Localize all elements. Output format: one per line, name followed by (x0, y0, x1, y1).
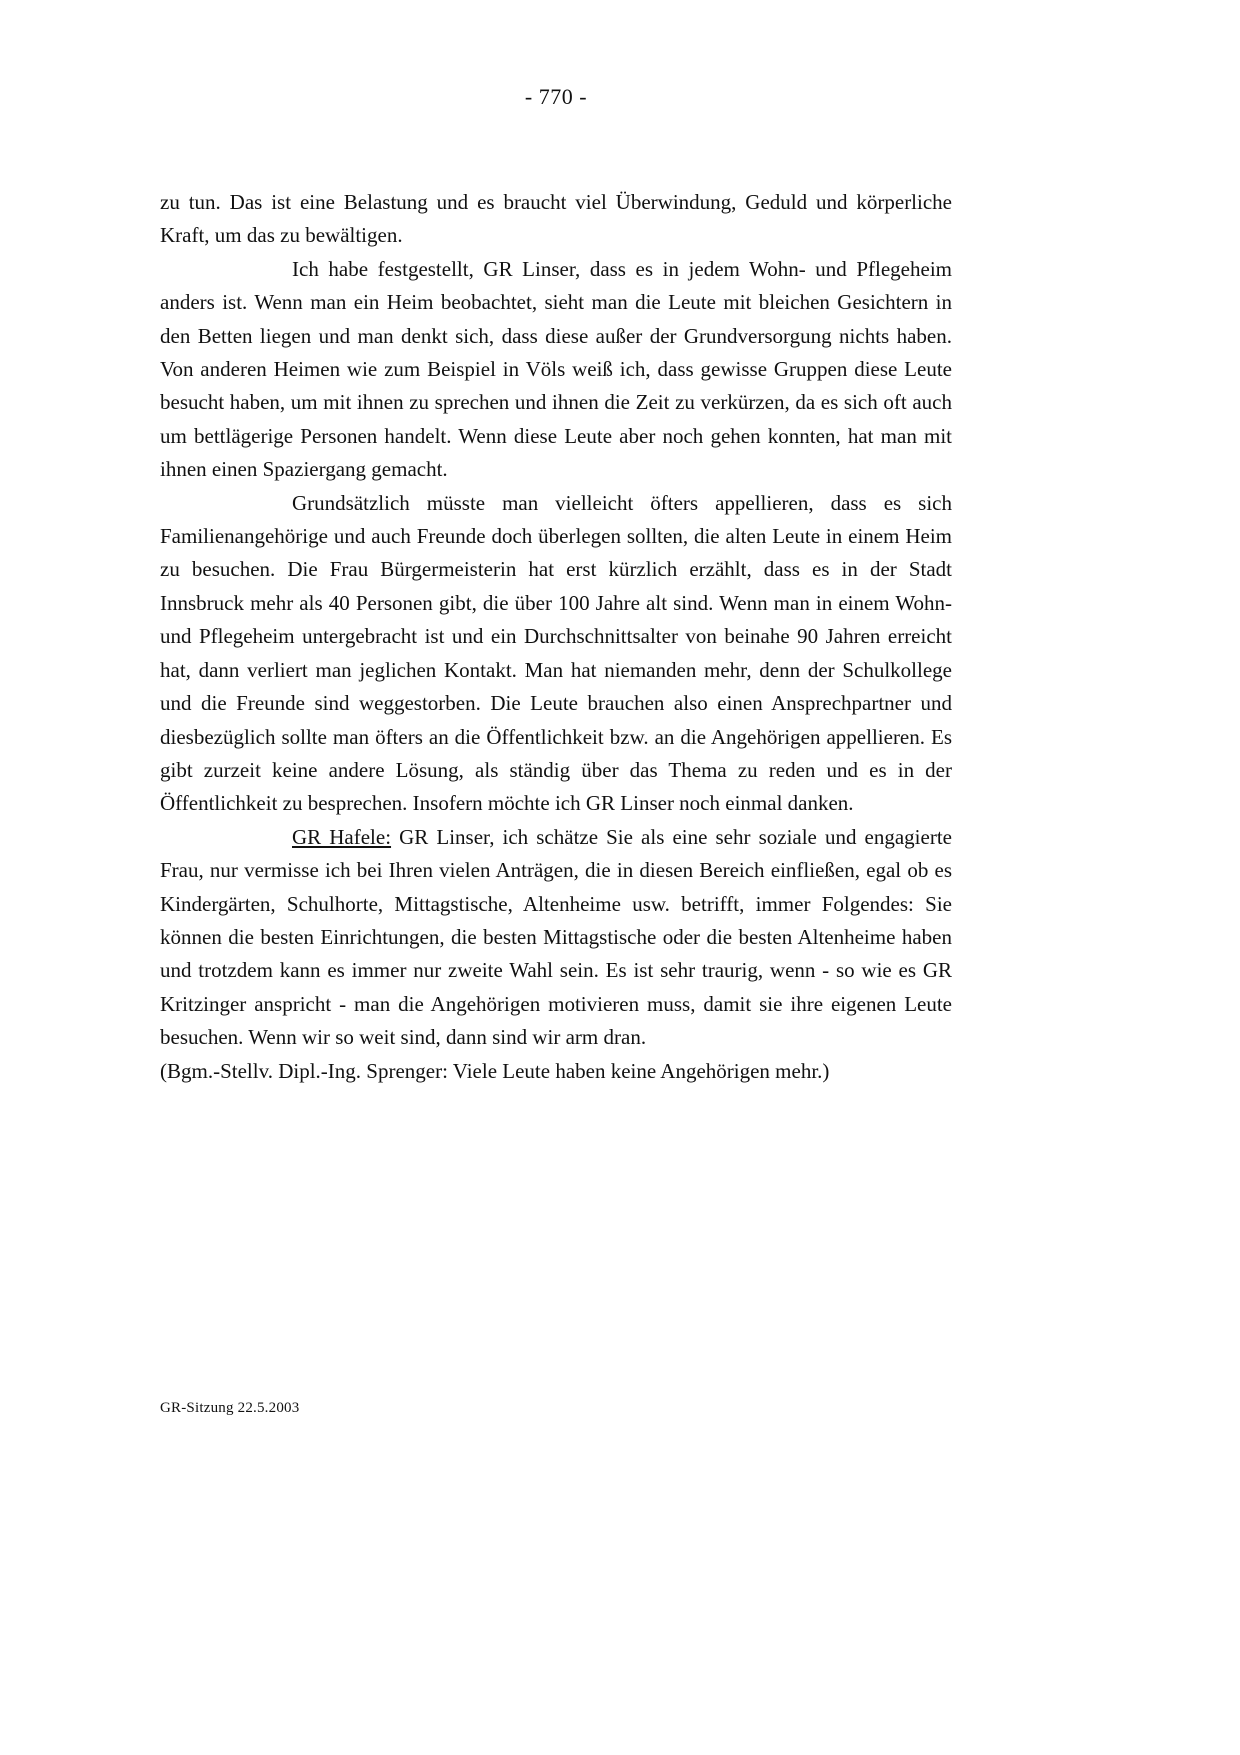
paragraph: Ich habe festgestellt, GR Linser, dass es in jedem Wohn- und Pflegeheim anders ist. Wenn man ein Heim beobachtet, sieht man die Leute mit bleichen Gesichtern in den Betten liegen und man denkt sich, dass diese außer der Grundversorgung nichts haben. Von anderen Heimen wie zum Beispiel in Völs weiß ich, dass gewisse Gruppen diese Leute besucht haben, um mit ihnen zu sprechen und ihnen die Zeit zu verkürzen, da es sich oft auch um bettlägerige Personen handelt. Wenn diese Leute aber noch gehen konnten, hat man mit ihnen einen Spaziergang gemacht. (160, 256, 952, 482)
paragraph: (Bgm.-Stellv. Dipl.-Ing. Sprenger: Viele Leute haben keine Angehörigen mehr.) (160, 1058, 830, 1083)
paragraph: zu tun. Das ist eine Belastung und es braucht viel Überwindung, Geduld und körperliche Kraft, um das zu bewältigen. (160, 190, 952, 248)
footer-session-label: GR-Sitzung 22.5.2003 (160, 1400, 300, 1416)
paragraph: Grundsätzlich müsste man vielleicht öfters appellieren, dass es sich Familienangehörige und auch Freunde doch überlegen sollten, die alten Leute in einem Heim zu besuchen. Die Frau Bürgermeisterin hat erst kürzlich erzählt, dass es in der Stadt Innsbruck mehr als 40 Personen gibt, die über 100 Jahre alt sind. Wenn man in einem Wohn- und Pflegeheim untergebracht ist und ein Durchschnittsalter von beinahe 90 Jahren erreicht hat, dann verliert man jeglichen Kontakt. Man hat niemanden mehr, denn der Schulkollege und die Freunde sind weggestorben. Die Leute brauchen also einen Ansprechpartner und diesbezüglich sollte man öfters an die Öffentlichkeit bzw. an die Angehörigen appellieren. Es gibt zurzeit keine andere Lösung, als ständig über das Thema zu reden und es in der Öffentlichkeit zu besprechen. Insofern möchte ich GR Linser noch einmal danken. (160, 490, 952, 816)
body-text-block (160, 186, 952, 1088)
paragraph: GR Hafele: GR Linser, ich schätze Sie als eine sehr soziale und engagierte Frau, nur vermisse ich bei Ihren vielen Anträgen, die in diesen Bereich einfließen, egal ob es Kindergärten, Schulhorte, Mittagstische, Altenheime usw. betrifft, immer Folgendes: Sie können die besten Einrichtungen, die besten Mittagstische oder die besten Altenheime haben und trotzdem kann es immer nur zweite Wahl sein. Es ist sehr traurig, wenn - so wie es GR Kritzinger anspricht - man die Angehörigen motivieren muss, damit sie ihre eigenen Leute besuchen. Wenn wir so weit sind, dann sind wir arm dran. (160, 824, 952, 1050)
page-number: - 770 - (524, 84, 588, 109)
speaker-name: GR Hafele: (292, 824, 392, 849)
